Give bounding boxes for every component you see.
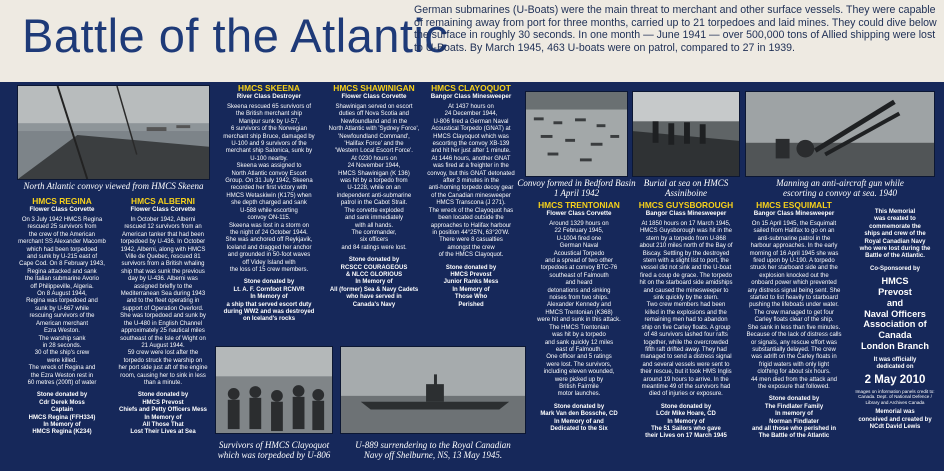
ship-skeena [212, 83, 326, 324]
ship-class: River Class Destroyer [236, 93, 302, 100]
stone-donor: Stone donated by LCdr Mike Hoare, CD In Memory of The 51 Sailors who gave their Lives on 17 March 1945 [645, 403, 727, 440]
photo-convoy-skeena [17, 85, 210, 180]
ship-class: Bangor Class Minesweeper [430, 93, 512, 100]
photo-bedford-basin [525, 91, 628, 177]
photo-clayoquot-survivors [215, 346, 333, 434]
caption-bedford-basin: Convoy formed in Bedford Basin 1 April 1942 [517, 178, 636, 198]
stone-donor: Stone donated by HMCS Prevost Junior Ranks Mess In Memory of Those Who Perished [443, 264, 499, 308]
ship-name: HMCS TRENTONIAN [538, 200, 620, 210]
header [0, 0, 944, 82]
image-credits: Images on information panels credit to: Canada. Dept. of National Defence / Library and Archives Canada [855, 388, 935, 405]
ship-class: Bangor Class Minesweeper [645, 210, 727, 217]
ship-class: Flower Class Corvette [546, 210, 612, 217]
ship-history: At 1437 hours on 24 December 1944, U-806 fired a German Naval Acoustical Torpedo (GNAT) at HMCS Clayoquot which was escorting the convoy XB-139 and hit her just after 1 minute. At 1446 hours, another GNAT was fired at a freighter in the convoy, but this GNAT detonated after 3 minutes in the anti-homing torpedo decoy gear of the Canadian minesweeper HMCS Transcona (J 271). The wreck of the Clayoquot has been located outside the approaches to Halifax harbour in position 44°25'N, 63°20'W. There were 8 casualties amongst the crew of the HMCS Clayoquot. [427, 104, 515, 259]
ship-name: HMCS SHAWINIGAN [333, 83, 415, 93]
stone-donor: Stone donated by HMCS Prevost Chiefs and Petty Officers Mess In Memory of All Those That Lost Their Lives at Sea [118, 392, 208, 436]
photo-u889-surrender [340, 346, 526, 434]
intro-paragraph: German submarines (U-Boats) were the main threat to merchant and other surface vessels. They were capable of remaining away from port for three months, carried up to 21 torpedoes and laid mines. They could dive below the surface in roughly 30 seconds. In one month — June 1941 — over 500,000 tons of Allied shipping were lost to U-Boats. By March 1945, 463 U-boats were on patrol, compared to 27 in 1939. [414, 4, 937, 54]
dedication-date: 2 May 2010 [864, 373, 926, 386]
stone-donor: Stone donated by Cdr Derek Moss Captain HMCS Regina (FFH334) In Memory of HMCS Regina (K234) [28, 392, 96, 436]
stone-donor: Stone donated by RCSCC COURAGEOUS & NLCC GLORIOUS In Memory of All (former) Sea & Navy Cadets who have served in Canada's Navy [329, 257, 419, 308]
ship-guysborough [630, 200, 742, 441]
ship-class: Flower Class Corvette [341, 93, 407, 100]
memorial-intro: This Memorial was created to commemorate the ships and crew of the Royal Canadian Navy who were lost during the Battle of the Atlantic. [859, 209, 931, 260]
memorial-panel [851, 209, 939, 432]
page-title: Battle of the Atlantic [22, 9, 449, 62]
ship-history: Skeena rescued 65 survivors of the British merchant ship Manipur sunk by U-57, 6 survivors of the Norwegian merchant ship Bruce, damaged by U-100 and 9 survivors of the merchant ship Salonica, sunk by U-100 nearby. Skeena was assigned to North Atlantic convoy Escort Group. On 31 July 1942, Skeena recorded her first victory with HMCS Wetaskiwin (K175) when she depth charged and sank U-588 while escorting convoy ON-115. Skeena was lost in a storm on the night of 24 October 1944. She was anchored off Reykjavik, Iceland and dragged her anchor and grounded in 50-foot waves off Videy Island with the loss of 15 crew members. [223, 104, 315, 273]
ship-history: In October 1942, Alberni rescued 12 survivors from an American tanker that had been torpedoed by U-436. In October 1942, Alberni, along with HMCS Ville de Quebec, rescued 81 survivors from a British whaling ship that was sunk the previous day by U-436. Alberni was assigned briefly to the Mediterranean Sea during 1943 and to the fleet operating in support of Operation Overlord. She was torpedoed and sunk by the U-480 in English Channel approximately 25 nautical miles southeast of the Isle of Wight on 21 August 1944. 59 crew were lost after the torpedo struck the warship on her port side just aft of the engine room, causing her to sink in less than a minute. [118, 217, 208, 386]
ship-history: On 3 July 1942 HMCS Regina rescued 25 survivors from the crew of the American merchant SS Alexander Macomb which had been torpedoed and sunk by U-215 east of Cape Cod. On 8 February 1943, Regina attacked and sank the Italian submarine Avorio off Philippeville, Algeria. On 8 August 1944, Regina was torpedoed and sunk by U-667 while rescuing survivors of the American merchant Ezra Weston. The warship sank in 28 seconds. 30 of the ship's crew were killed. The wreck of Regina and the Ezra Weston rest in 60 metres (200ft) of water [18, 217, 106, 386]
stone-donor: Stone donated by Lt. A. F. Cornfoot RCNVR In Memory of a ship that served escort duty during WW2 and was destroyed on Iceland's rocks [223, 279, 315, 323]
ship-history: Around 1329 hours on 22 February 1945, U-1004 fired one German Naval Acoustical Torpedo and a spread of two other torpedoes at convoy BTC-76 southeast of Falmouth and heard detonations and sinking noises from two ships. Alexander Kennedy and HMCS Trentonian (K368) were hit and sunk in this attack. The HMCS Trentonian was hit by a torpedo and sank quickly 12 miles east of Falmouth. One officer and 5 ratings were lost. The survivors, including eleven wounded, were picked up by British Fairmile motor launches. [537, 221, 621, 398]
ship-name: HMCS CLAYOQUOT [431, 83, 511, 93]
ship-history: On 15 April 1945, the Esquimalt sailed from Halifax to go on an anti-submarine patrol in the harbour approaches. In the early morning of 16 April 1945 she was fired upon by U-190. A torpedo struck her starboard side and the explosion knocked out the onboard power which prevented any distress signal being sent. She started to list heavily to starboard pushing the lifeboats under water. The crew managed to get four Carley floats clear of the ship. She sank in less than five minutes. Because of the lack of distress calls or signals, any rescue effort was substantially delayed. The crew was adrift on the Carley floats in frigid waters with only light clothing for about six hours. 44 men died from the attack and the exposure that followed. [746, 221, 842, 390]
ship-name: HMCS REGINA [32, 196, 92, 206]
ship-class: Flower Class Corvette [29, 206, 95, 213]
ship-alberni [108, 196, 218, 437]
dedicated-label: It was officially dedicated on [873, 356, 917, 371]
cosponsored-label: Co-Sponsored by [869, 265, 920, 272]
ship-name: HMCS SKEENA [238, 83, 300, 93]
stone-donor: Stone donated by The Findlater Family In memory of Norman Findlater and all those who perished in The Battle of the Atlantic [751, 396, 836, 440]
ship-esquimalt [738, 200, 850, 441]
caption-burial-at-sea: Burial at sea on HMCS Assiniboine [643, 178, 729, 198]
photo-burial-at-sea [632, 91, 740, 177]
ship-shawinigan [318, 83, 430, 309]
ship-history: At 1850 hours on 17 March 1945, HMCS Guysborough was hit in the stern by a torpedo from U-868 about 210 miles north of the Bay of Biscay. Settling by the destroyed stern with a slight list to port, the vessel did not sink and the U-boat fired a coup de grace. The torpedo hit on the starboard side amidships and caused the minesweeper to sink quickly by the stern. Two crew members had been killed in the explosions and the remaining men had to abandon ship on five Carley floats. A group of 48 survivors lashed four rafts together, while the overcrowded fifth raft drifted away. They had managed to send a distress signal and several vessels were sent to their rescue, but it took HMS Inglis around 19 hours to arrive. In the meantime 49 of the survivors had died of injuries or exposure. [639, 221, 733, 398]
caption-u889-surrender: U-889 surrendering to the Royal Canadian Navy off Shelburne, NS, 13 May 1945. [355, 440, 511, 460]
ship-trentonian [525, 200, 633, 433]
stone-donor: Stone donated by Mark Van den Bossche, CD In Memory of and Dedicated to the Six [540, 403, 618, 432]
caption-anti-aircraft-gun: Manning an anti-aircraft gun while escorting a convoy at sea. 1940 [776, 178, 904, 198]
caption-convoy-skeena: North Atlantic convoy viewed from HMCS Skeena [23, 181, 204, 191]
ship-class: Bangor Class Minesweeper [753, 210, 835, 217]
ship-name: HMCS ESQUIMALT [756, 200, 832, 210]
memorial-creator: Memorial was conceived and created by NCdt David Lewis [858, 409, 932, 431]
ship-name: HMCS GUYSBOROUGH [638, 200, 734, 210]
ship-clayoquot [416, 83, 526, 309]
ship-class: Flower Class Corvette [130, 206, 196, 213]
caption-clayoquot-survivors: Survivors of HMCS Clayoquot which was torpedoed by U-806 [217, 440, 331, 460]
photo-anti-aircraft-gun [745, 91, 935, 177]
ship-name: HMCS ALBERNI [131, 196, 195, 206]
memorial-sponsors: HMCS Prevost and Naval Officers Association of Canada London Branch [861, 276, 929, 352]
ship-history: Shawinigan served on escort duties off Nova Scotia and Newfoundland and in the North Atlantic with 'Sydney Force', 'Newfoundland Command', 'Halifax Force' and the 'Western Local Escort Force'. At 0230 hours on 24 November 1944, HMCS Shawinigan (K 136) was hit by a torpedo from U-1228, while on an independent anti-submarine patrol in the Cabot Strait. The corvette exploded and sank immediately with all hands. The commander, six officers and 84 ratings were lost. [328, 104, 420, 251]
ship-regina [8, 196, 116, 437]
